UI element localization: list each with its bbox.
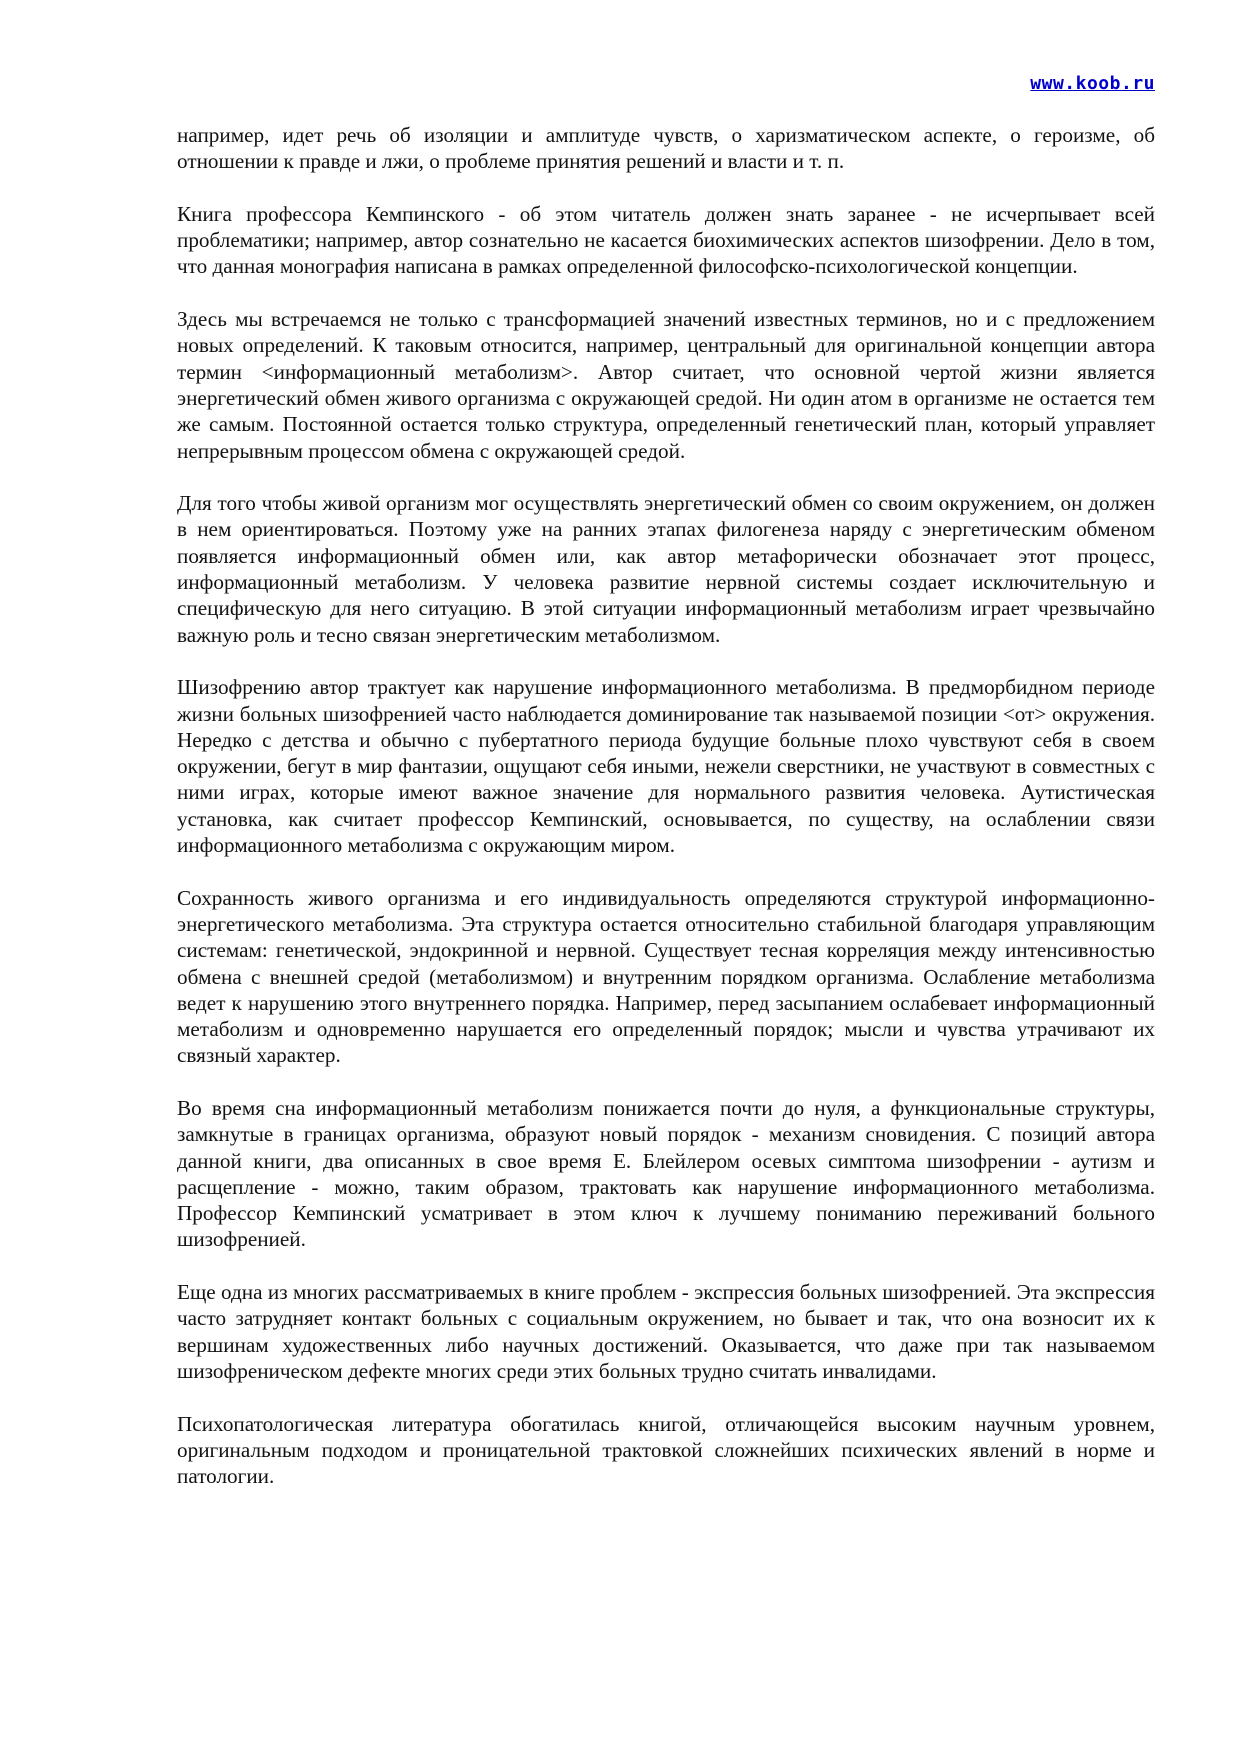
paragraph-4: Для того чтобы живой организм мог осуществлять энергетический обмен со своим окружением, он должен в нем ориентироваться. Поэтому уже на ранних этапах филогенеза наряду с энергетическим обменом появляется информационный обмен или, как автор метафорически обозначает этот процесс, информационный метаболизм. У человека развитие нервной системы создает исключительную и специфическую для него ситуацию. В этой ситуации информационный метаболизм играет чрезвычайно важную роль и тесно связан энергетическим метаболизмом.: [177, 491, 1155, 647]
site-link[interactable]: www.koob.ru: [1030, 73, 1155, 94]
document-body: [177, 122, 1155, 1516]
paragraph-3: Здесь мы встречаемся не только с трансформацией значений известных терминов, но и с предложением новых определений. К таковым относится, например, центральный для оригинальной концепции автора термин <информационный метаболизм>. Автор считает, что основной чертой жизни является энергетический обмен живого организма с окружающей средой. Ни один атом в организме не остается тем же самым. Постоянной остается только структура, определенный генетический план, который управляет непрерывным процессом обмена с окружающей средой.: [177, 307, 1155, 463]
paragraph-8: Еще одна из многих рассматриваемых в книге проблем - экспрессия больных шизофренией. Эта экспрессия часто затрудняет контакт больных с социальным окружением, но бывает и так, что она возносит их к вершинам художественных либо научных достижений. Оказывается, что даже при так называемом шизофреническом дефекте многих среди этих больных трудно считать инвалидами.: [177, 1280, 1155, 1383]
paragraph-6: Сохранность живого организма и его индивидуальность определяются структурой информационно-энергетического метаболизма. Эта структура остается относительно стабильной благодаря управляющим системам: генетической, эндокринной и нервной. Существует тесная корреляция между интенсивностью обмена с внешней средой (метаболизмом) и внутренним порядком организма. Ослабление метаболизма ведет к нарушению этого внутреннего порядка. Например, перед засыпанием ослабевает информационный метаболизм и одновременно нарушается его определенный порядок; мысли и чувства утрачивают их связный характер.: [177, 885, 1155, 1068]
paragraph-5: Шизофрению автор трактует как нарушение информационного метаболизма. В предморбидном периоде жизни больных шизофренией часто наблюдается доминирование так называемой позиции <от> окружения. Нередко с детства и обычно с пубертатного периода будущие больные плохо чувствуют себя в своем окружении, бегут в мир фантазии, ощущают себя иными, нежели сверстники, не участвуют в совместных с ними играх, которые имеют важное значение для нормального развития человека. Аутистическая установка, как считает профессор Кемпинский, основывается, по существу, на ослаблении связи информационного метаболизма с окружающим миром.: [177, 675, 1155, 858]
paragraph-1: например, идет речь об изоляции и амплитуде чувств, о харизматическом аспекте, о героизме, об отношении к правде и лжи, о проблеме принятия решений и власти и т. п.: [177, 123, 1155, 174]
paragraph-7: Во время сна информационный метаболизм понижается почти до нуля, а функциональные структуры, замкнутые в границах организма, образуют новый порядок - механизм сновидения. С позиций автора данной книги, два описанных в свое время Е. Блейлером осевых симптома шизофрении - аутизм и расщепление - можно, таким образом, трактовать как нарушение информационного метаболизма. Профессор Кемпинский усматривает в этом ключ к лучшему пониманию переживаний больного шизофренией.: [177, 1095, 1155, 1252]
paragraph-9: Психопатологическая литература обогатилась книгой, отличающейся высоким научным уровнем, оригинальным подходом и проницательной трактовкой сложнейших психических явлений в норме и патологии.: [177, 1411, 1155, 1489]
paragraph-2: Книга профессора Кемпинского - об этом читатель должен знать заранее - не исчерпывает всей проблематики; например, автор сознательно не касается биохимических аспектов шизофрении. Дело в том, что данная монография написана в рамках определенной философско-психологической концепции.: [177, 201, 1155, 279]
